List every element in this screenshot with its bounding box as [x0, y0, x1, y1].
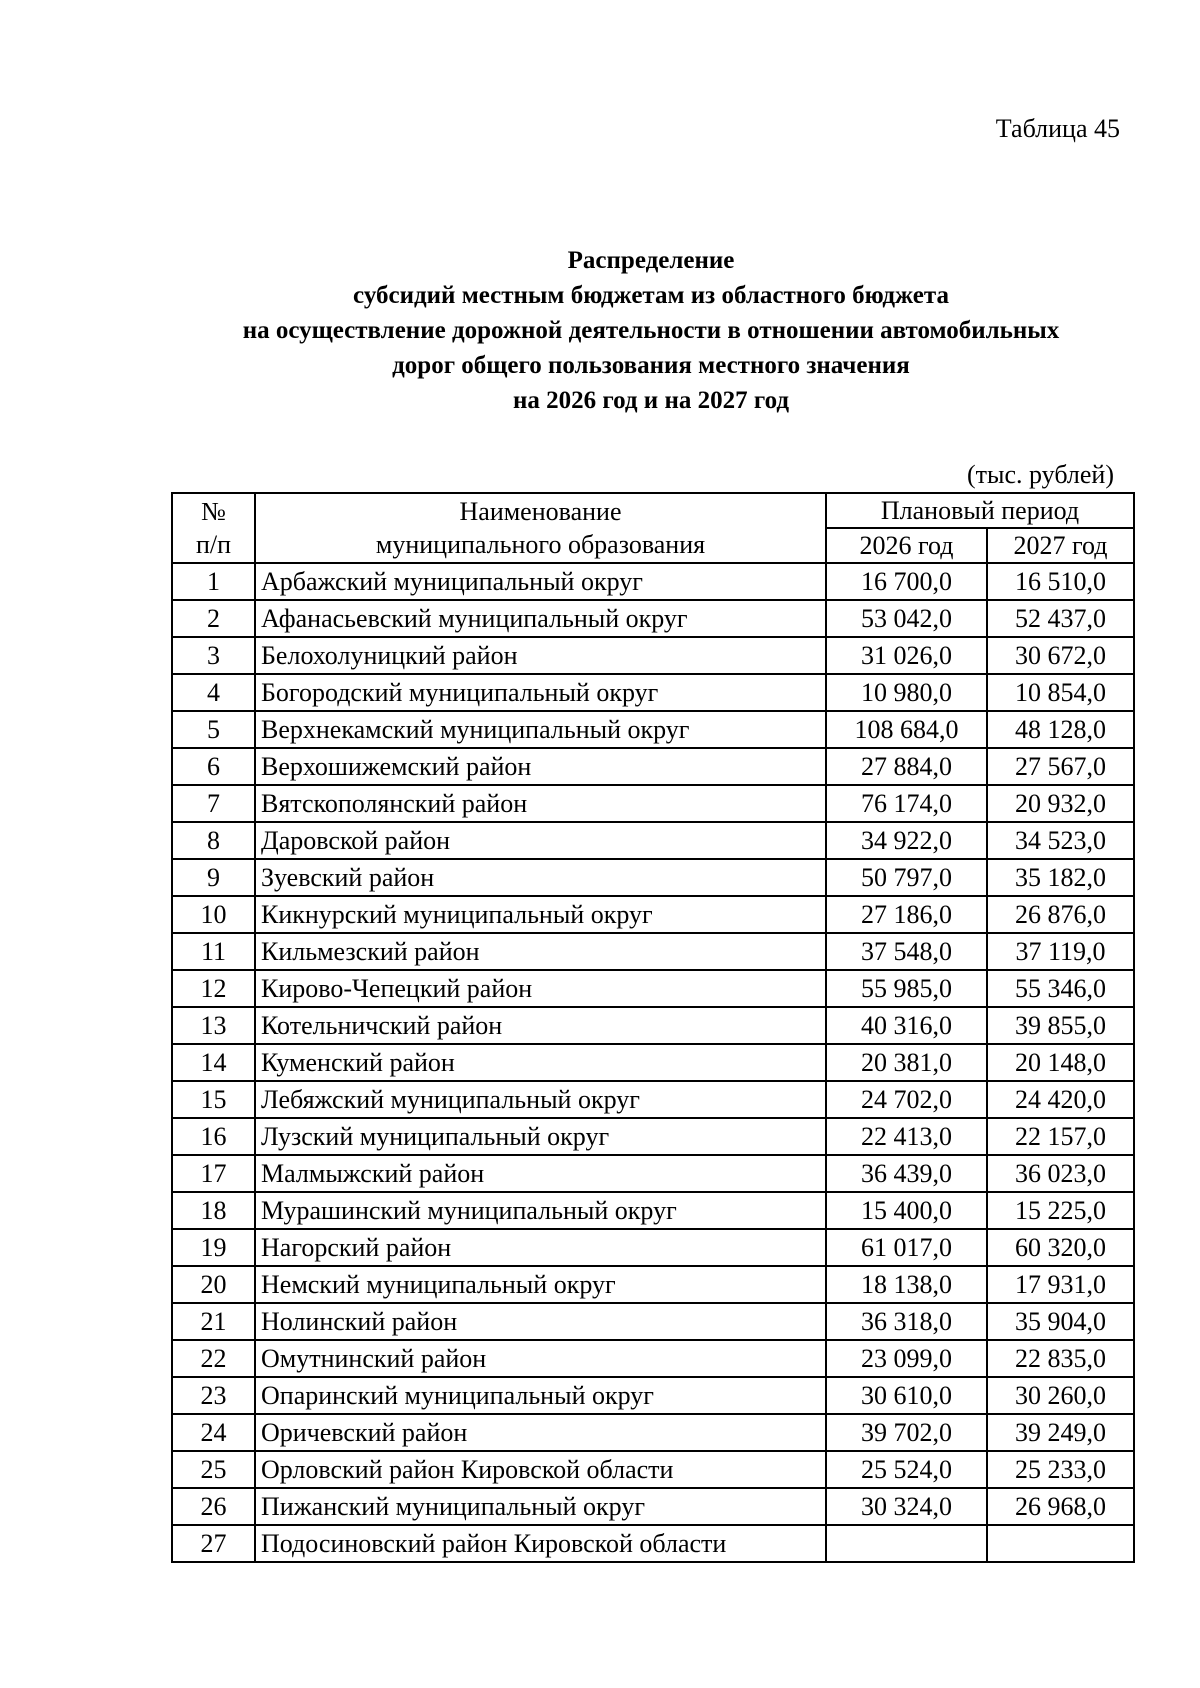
- header-period: Плановый период: [826, 493, 1134, 528]
- row-number: 14: [172, 1044, 255, 1081]
- municipality-name: Афанасьевский муниципальный округ: [255, 600, 826, 637]
- header-num-cell: [172, 493, 255, 563]
- row-number: 10: [172, 896, 255, 933]
- value-2026: 16 700,0: [826, 563, 987, 600]
- table-row: [172, 563, 1134, 600]
- value-2027: 16 510,0: [987, 563, 1134, 600]
- row-number: 18: [172, 1192, 255, 1229]
- table-row: [172, 896, 1134, 933]
- value-2027: 17 931,0: [987, 1266, 1134, 1303]
- row-number: 19: [172, 1229, 255, 1266]
- header-year-2027: 2027 год: [987, 528, 1134, 563]
- municipality-name: Мурашинский муниципальный округ: [255, 1192, 826, 1229]
- value-2026: 18 138,0: [826, 1266, 987, 1303]
- value-2026: 36 439,0: [826, 1155, 987, 1192]
- value-2026: 61 017,0: [826, 1229, 987, 1266]
- row-number: 4: [172, 674, 255, 711]
- municipality-name: Куменский район: [255, 1044, 826, 1081]
- municipality-name: Пижанский муниципальный округ: [255, 1488, 826, 1525]
- value-2027: 30 260,0: [987, 1377, 1134, 1414]
- value-2026: 30 324,0: [826, 1488, 987, 1525]
- table-row: [172, 822, 1134, 859]
- value-2026: 30 610,0: [826, 1377, 987, 1414]
- value-2026: 22 413,0: [826, 1118, 987, 1155]
- table-row: [172, 1525, 1134, 1562]
- header-year-2026: 2026 год: [826, 528, 987, 563]
- value-2026: 20 381,0: [826, 1044, 987, 1081]
- municipality-name: Немский муниципальный округ: [255, 1266, 826, 1303]
- municipality-name: Вятскополянский район: [255, 785, 826, 822]
- value-2027: 20 932,0: [987, 785, 1134, 822]
- value-2026: 108 684,0: [826, 711, 987, 748]
- row-number: 26: [172, 1488, 255, 1525]
- table-row: [172, 1118, 1134, 1155]
- municipality-name: Кирово-Чепецкий район: [255, 970, 826, 1007]
- value-2027: 27 567,0: [987, 748, 1134, 785]
- municipality-name: Даровской район: [255, 822, 826, 859]
- municipality-name: Белохолуницкий район: [255, 637, 826, 674]
- table-row: [172, 1081, 1134, 1118]
- table-row: [172, 637, 1134, 674]
- value-2026: 15 400,0: [826, 1192, 987, 1229]
- row-number: 23: [172, 1377, 255, 1414]
- value-2026: 23 099,0: [826, 1340, 987, 1377]
- value-2026: 37 548,0: [826, 933, 987, 970]
- value-2027: 10 854,0: [987, 674, 1134, 711]
- header-num-line1: №: [201, 497, 226, 526]
- title-line: дорог общего пользования местного значения: [392, 352, 910, 379]
- value-2027: 15 225,0: [987, 1192, 1134, 1229]
- table-row: [172, 1044, 1134, 1081]
- value-2027: 52 437,0: [987, 600, 1134, 637]
- value-2027: 26 876,0: [987, 896, 1134, 933]
- table-row: [172, 859, 1134, 896]
- municipality-name: Верхошижемский район: [255, 748, 826, 785]
- row-number: 12: [172, 970, 255, 1007]
- header-name-line1: Наименование: [459, 497, 622, 526]
- row-number: 6: [172, 748, 255, 785]
- value-2027: 34 523,0: [987, 822, 1134, 859]
- municipality-name: Богородский муниципальный округ: [255, 674, 826, 711]
- value-2027: 55 346,0: [987, 970, 1134, 1007]
- row-number: 8: [172, 822, 255, 859]
- table-row: [172, 1192, 1134, 1229]
- value-2027: 36 023,0: [987, 1155, 1134, 1192]
- value-2027: 24 420,0: [987, 1081, 1134, 1118]
- row-number: 24: [172, 1414, 255, 1451]
- value-2026: 24 702,0: [826, 1081, 987, 1118]
- row-number: 16: [172, 1118, 255, 1155]
- value-2027: 22 835,0: [987, 1340, 1134, 1377]
- title-line: на осуществление дорожной деятельности в отношении автомобильных: [242, 317, 1060, 344]
- table-row: [172, 1155, 1134, 1192]
- row-number: 17: [172, 1155, 255, 1192]
- value-2026: 10 980,0: [826, 674, 987, 711]
- municipality-name: Омутнинский район: [255, 1340, 826, 1377]
- table-row: [172, 970, 1134, 1007]
- table-body: [172, 563, 1134, 1562]
- value-2027: 25 233,0: [987, 1451, 1134, 1488]
- units-note: (тыс. рублей): [966, 460, 1114, 489]
- value-2027: 35 182,0: [987, 859, 1134, 896]
- value-2027: 26 968,0: [987, 1488, 1134, 1525]
- table-row: [172, 1451, 1134, 1488]
- table-row: [172, 1303, 1134, 1340]
- row-number: 1: [172, 563, 255, 600]
- value-2027: 39 249,0: [987, 1414, 1134, 1451]
- header-name-cell: [255, 493, 826, 563]
- row-number: 22: [172, 1340, 255, 1377]
- table-row: [172, 785, 1134, 822]
- municipality-name: Лузский муниципальный округ: [255, 1118, 826, 1155]
- municipality-name: Арбажский муниципальный округ: [255, 563, 826, 600]
- municipality-name: Нагорский район: [255, 1229, 826, 1266]
- table-row: [172, 711, 1134, 748]
- municipality-name: Верхнекамский муниципальный округ: [255, 711, 826, 748]
- row-number: 11: [172, 933, 255, 970]
- title-line: на 2026 год и на 2027 год: [512, 387, 790, 414]
- municipality-name: Нолинский район: [255, 1303, 826, 1340]
- value-2027: 20 148,0: [987, 1044, 1134, 1081]
- value-2027: [987, 1525, 1134, 1562]
- row-number: 13: [172, 1007, 255, 1044]
- value-2026: 55 985,0: [826, 970, 987, 1007]
- table-row: [172, 1414, 1134, 1451]
- row-number: 25: [172, 1451, 255, 1488]
- document-title: [170, 243, 1132, 418]
- table-row: [172, 674, 1134, 711]
- row-number: 7: [172, 785, 255, 822]
- row-number: 15: [172, 1081, 255, 1118]
- row-number: 27: [172, 1525, 255, 1562]
- table-row: [172, 1229, 1134, 1266]
- value-2026: 25 524,0: [826, 1451, 987, 1488]
- value-2027: 60 320,0: [987, 1229, 1134, 1266]
- value-2027: 39 855,0: [987, 1007, 1134, 1044]
- row-number: 21: [172, 1303, 255, 1340]
- value-2026: 50 797,0: [826, 859, 987, 896]
- row-number: 5: [172, 711, 255, 748]
- table-row: [172, 1377, 1134, 1414]
- municipality-name: Кикнурский муниципальный округ: [255, 896, 826, 933]
- value-2026: 40 316,0: [826, 1007, 987, 1044]
- value-2026: 27 186,0: [826, 896, 987, 933]
- value-2026: 76 174,0: [826, 785, 987, 822]
- value-2027: 37 119,0: [987, 933, 1134, 970]
- table-header-row: [172, 493, 1134, 528]
- value-2027: 22 157,0: [987, 1118, 1134, 1155]
- value-2026: 53 042,0: [826, 600, 987, 637]
- municipality-name: Зуевский район: [255, 859, 826, 896]
- municipality-name: Орловский район Кировской области: [255, 1451, 826, 1488]
- value-2026: 31 026,0: [826, 637, 987, 674]
- title-line: Распределение: [567, 247, 735, 274]
- table-row: [172, 933, 1134, 970]
- municipality-name: Лебяжский муниципальный округ: [255, 1081, 826, 1118]
- municipality-name: Котельничский район: [255, 1007, 826, 1044]
- row-number: 2: [172, 600, 255, 637]
- table-label: Таблица 45: [995, 114, 1120, 143]
- value-2027: 30 672,0: [987, 637, 1134, 674]
- municipality-name: Подосиновский район Кировской области: [255, 1525, 826, 1562]
- table-row: [172, 1007, 1134, 1044]
- table-row: [172, 1266, 1134, 1303]
- table-row: [172, 600, 1134, 637]
- municipality-name: Малмыжский район: [255, 1155, 826, 1192]
- table-row: [172, 748, 1134, 785]
- value-2026: [826, 1525, 987, 1562]
- value-2026: 36 318,0: [826, 1303, 987, 1340]
- value-2026: 39 702,0: [826, 1414, 987, 1451]
- table-row: [172, 1488, 1134, 1525]
- header-num-line2: п/п: [195, 530, 232, 559]
- row-number: 3: [172, 637, 255, 674]
- value-2027: 35 904,0: [987, 1303, 1134, 1340]
- municipality-name: Опаринский муниципальный округ: [255, 1377, 826, 1414]
- municipality-name: Оричевский район: [255, 1414, 826, 1451]
- title-line: субсидий местным бюджетам из областного бюджета: [353, 282, 949, 309]
- table-row: [172, 1340, 1134, 1377]
- municipality-name: Кильмезский район: [255, 933, 826, 970]
- row-number: 20: [172, 1266, 255, 1303]
- header-name-line2: муниципального образования: [375, 530, 706, 559]
- value-2026: 27 884,0: [826, 748, 987, 785]
- row-number: 9: [172, 859, 255, 896]
- value-2027: 48 128,0: [987, 711, 1134, 748]
- value-2026: 34 922,0: [826, 822, 987, 859]
- subsidy-table: [171, 492, 1135, 1563]
